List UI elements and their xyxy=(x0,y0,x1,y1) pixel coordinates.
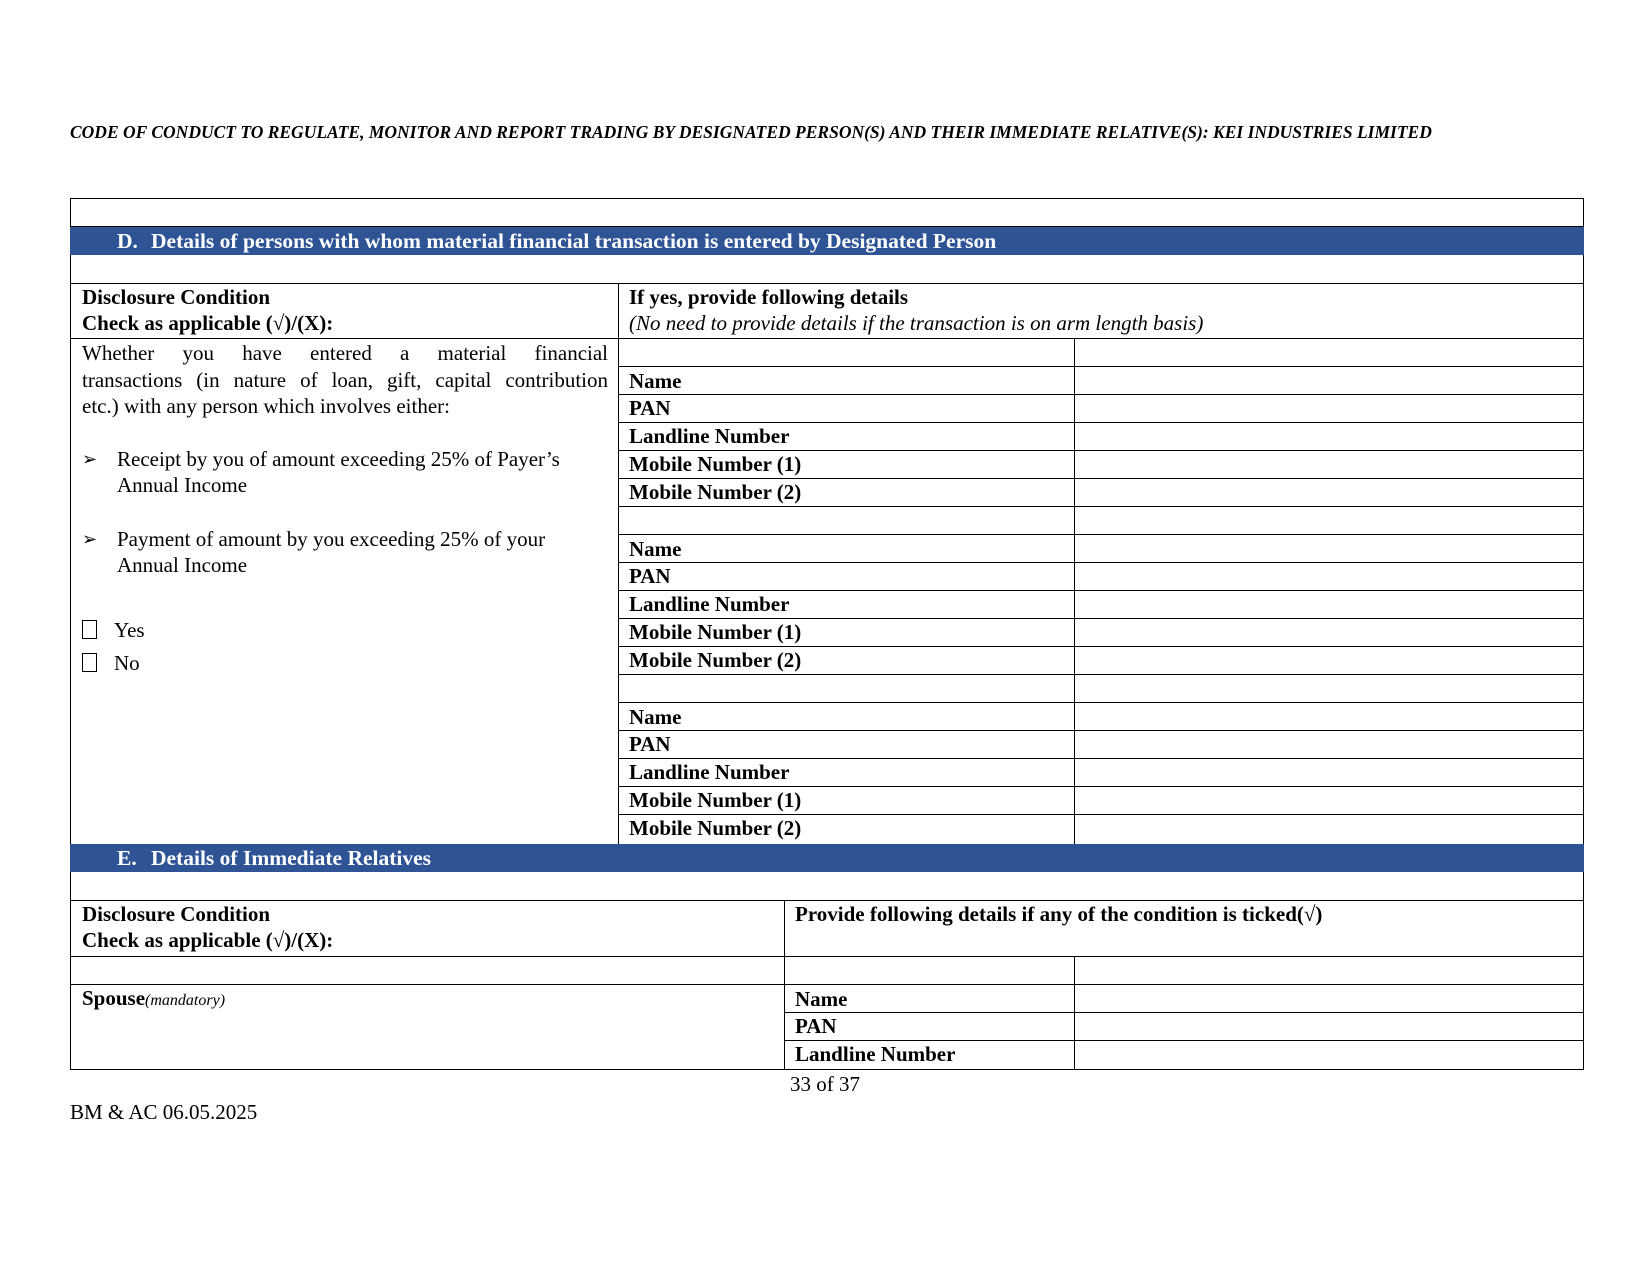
section-e-title: Details of Immediate Relatives xyxy=(151,846,432,870)
checkbox-yes[interactable] xyxy=(82,620,97,639)
rule xyxy=(618,366,1584,367)
bullet-item xyxy=(82,526,608,579)
section-d-left-header-2: Check as applicable (√)/(X): xyxy=(82,311,334,335)
bullet-item xyxy=(82,446,608,499)
section-e-right-header: Provide following details if any of the condition is ticked(√) xyxy=(795,902,1323,926)
rule xyxy=(70,226,1584,227)
rule xyxy=(618,562,1584,563)
field-label-pan: PAN xyxy=(629,564,671,588)
section-d-letter: D. xyxy=(117,229,138,253)
disclosure-question xyxy=(82,340,608,579)
bullet-text: Annual Income xyxy=(117,473,248,497)
bullet-text: Payment of amount by you exceeding 25% of your xyxy=(117,526,546,551)
rule xyxy=(618,702,1584,703)
field-label-landline: Landline Number xyxy=(795,1042,956,1066)
spouse-mandatory-note: (mandatory) xyxy=(145,992,226,1009)
question-line: etc.) with any person which involves either: xyxy=(82,394,450,418)
rule xyxy=(618,394,1584,395)
field-label-mobile-2: Mobile Number (2) xyxy=(629,816,802,840)
field-label-name: Name xyxy=(629,705,682,729)
question-line: transactions (in nature of loan, gift, capital contribution xyxy=(82,367,608,392)
rule xyxy=(70,956,1584,957)
field-label-pan: PAN xyxy=(795,1014,837,1038)
field-label-pan: PAN xyxy=(629,732,671,756)
field-label-pan: PAN xyxy=(629,396,671,420)
rule xyxy=(1074,956,1075,1070)
section-d-right-header-1: If yes, provide following details xyxy=(629,285,909,309)
option-yes[interactable] xyxy=(82,617,145,643)
field-label-landline: Landline Number xyxy=(629,592,790,616)
bullet-text: Annual Income xyxy=(117,553,248,577)
footer-reference: BM & AC 06.05.2025 xyxy=(70,1100,258,1124)
rule xyxy=(70,338,1584,339)
document-header: CODE OF CONDUCT TO REGULATE, MONITOR AND REPORT TRADING BY DESIGNATED PERSON(S) AND THEIR IMMEDIATE RELATIVE(S): KEI INDUSTRIES LIMITED xyxy=(70,122,1432,142)
rule xyxy=(784,1012,1584,1013)
section-e-letter: E. xyxy=(117,846,137,870)
field-label-name: Name xyxy=(629,537,682,561)
section-e-left-header-1: Disclosure Condition xyxy=(82,902,271,926)
section-e-heading xyxy=(70,844,1584,872)
field-label-mobile-1: Mobile Number (1) xyxy=(629,452,802,476)
arrow-bullet-icon: ➢ xyxy=(82,528,98,549)
field-label-mobile-2: Mobile Number (2) xyxy=(629,648,802,672)
option-yes-label: Yes xyxy=(114,618,145,642)
question-line: Whether you have entered a material financial xyxy=(82,341,608,365)
option-no-label: No xyxy=(114,651,140,675)
page-number: 33 of 37 xyxy=(790,1072,860,1096)
rule xyxy=(618,730,1584,731)
arrow-bullet-icon: ➢ xyxy=(82,448,98,469)
option-no[interactable] xyxy=(82,650,140,676)
rule xyxy=(1074,338,1075,844)
section-d-right-header-2: (No need to provide details if the transaction is on arm length basis) xyxy=(629,311,1204,335)
field-label-landline: Landline Number xyxy=(629,424,790,448)
rule xyxy=(70,984,1584,985)
field-label-mobile-2: Mobile Number (2) xyxy=(629,480,802,504)
field-label-mobile-1: Mobile Number (1) xyxy=(629,788,802,812)
section-d-title: Details of persons with whom material financial transaction is entered by Designated Person xyxy=(151,229,997,253)
checkbox-no[interactable] xyxy=(82,653,97,672)
rule xyxy=(618,534,1584,535)
field-label-name: Name xyxy=(795,987,848,1011)
section-e-left-header-2: Check as applicable (√)/(X): xyxy=(82,928,334,952)
section-d-left-header-1: Disclosure Condition xyxy=(82,285,271,309)
spouse-row-label xyxy=(82,985,225,1014)
field-label-mobile-1: Mobile Number (1) xyxy=(629,620,802,644)
rule xyxy=(618,283,619,844)
spouse-label: Spouse xyxy=(82,986,146,1010)
rule xyxy=(618,674,1584,675)
field-label-name: Name xyxy=(629,369,682,393)
field-label-landline: Landline Number xyxy=(629,760,790,784)
rule xyxy=(618,506,1584,507)
rule xyxy=(784,900,785,1070)
section-d-heading xyxy=(70,227,1584,255)
bullet-text: Receipt by you of amount exceeding 25% of Payer’s xyxy=(117,446,560,471)
